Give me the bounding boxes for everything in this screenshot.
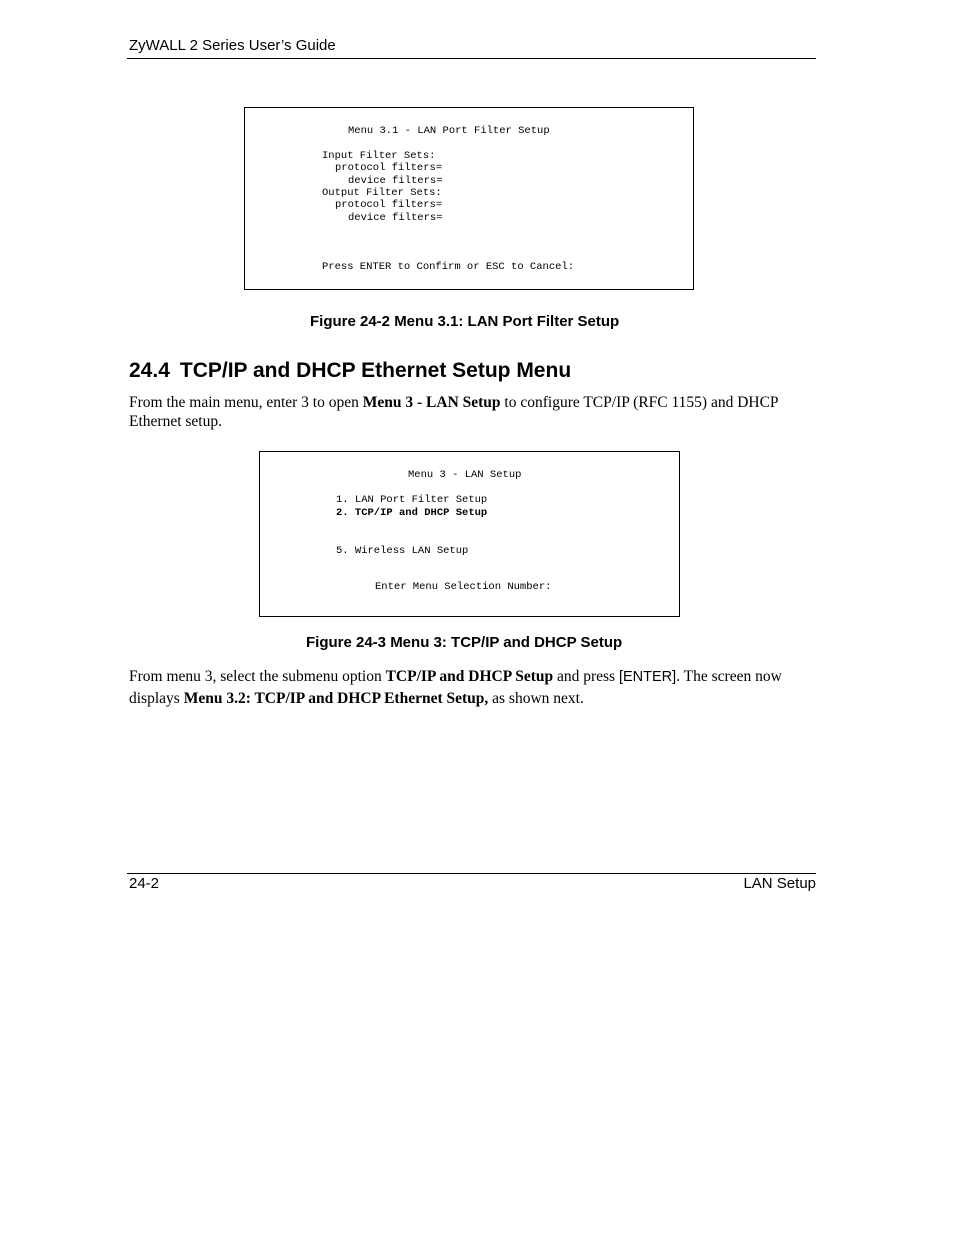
section-title: TCP/IP and DHCP Ethernet Setup Menu bbox=[179, 359, 572, 382]
terminal-title: Menu 3 - LAN Setup bbox=[408, 469, 522, 481]
menu-reference: Menu 3.2: TCP/IP and DHCP Ethernet Setup, bbox=[183, 690, 489, 707]
terminal-line: Input Filter Sets: bbox=[322, 150, 436, 162]
terminal-line: Output Filter Sets: bbox=[322, 187, 442, 199]
header-rule bbox=[127, 58, 816, 59]
figure-caption: Figure 24-3 Menu 3: TCP/IP and DHCP Setup bbox=[306, 634, 623, 651]
figure-caption: Figure 24-2 Menu 3.1: LAN Port Filter Setup bbox=[310, 313, 620, 330]
chapter-name: LAN Setup bbox=[743, 875, 816, 892]
terminal-title: Menu 3.1 - LAN Port Filter Setup bbox=[348, 125, 550, 137]
paragraph-text: to configure TCP/IP (RFC 1155) and DHCP Ethernet setup. bbox=[129, 394, 778, 430]
terminal-prompt: Press ENTER to Confirm or ESC to Cancel: bbox=[322, 261, 575, 273]
paragraph-text: as shown next. bbox=[488, 690, 584, 707]
section-heading bbox=[129, 359, 571, 383]
terminal-line: device filters= bbox=[348, 212, 443, 224]
menu-reference: Menu 3 - LAN Setup bbox=[362, 394, 501, 411]
terminal-screen-lan-setup bbox=[259, 451, 680, 617]
section-number: 24.4 bbox=[129, 359, 170, 382]
body-paragraph bbox=[129, 393, 819, 431]
body-paragraph bbox=[129, 666, 819, 709]
menu-reference: TCP/IP and DHCP Setup bbox=[385, 668, 554, 685]
terminal-line: protocol filters= bbox=[335, 162, 443, 174]
terminal-prompt: Enter Menu Selection Number: bbox=[375, 581, 552, 593]
page-number: 24-2 bbox=[129, 875, 160, 892]
paragraph-text: From menu 3, select the submenu option bbox=[129, 668, 386, 685]
footer-rule bbox=[127, 873, 816, 874]
paragraph-text: . The screen now displays bbox=[129, 668, 782, 707]
terminal-menu-item: 5. Wireless LAN Setup bbox=[336, 545, 469, 557]
key-reference: [ENTER] bbox=[618, 669, 677, 685]
terminal-line: device filters= bbox=[348, 175, 443, 187]
terminal-screen-lan-port-filter bbox=[244, 107, 694, 290]
paragraph-text: and press bbox=[553, 668, 619, 685]
terminal-menu-item-selected: 2. TCP/IP and DHCP Setup bbox=[336, 507, 488, 519]
terminal-menu-item: 1. LAN Port Filter Setup bbox=[336, 494, 488, 506]
paragraph-text: From the main menu, enter 3 to open bbox=[129, 394, 363, 411]
running-header: ZyWALL 2 Series User’s Guide bbox=[129, 37, 336, 54]
terminal-line: protocol filters= bbox=[335, 199, 443, 211]
